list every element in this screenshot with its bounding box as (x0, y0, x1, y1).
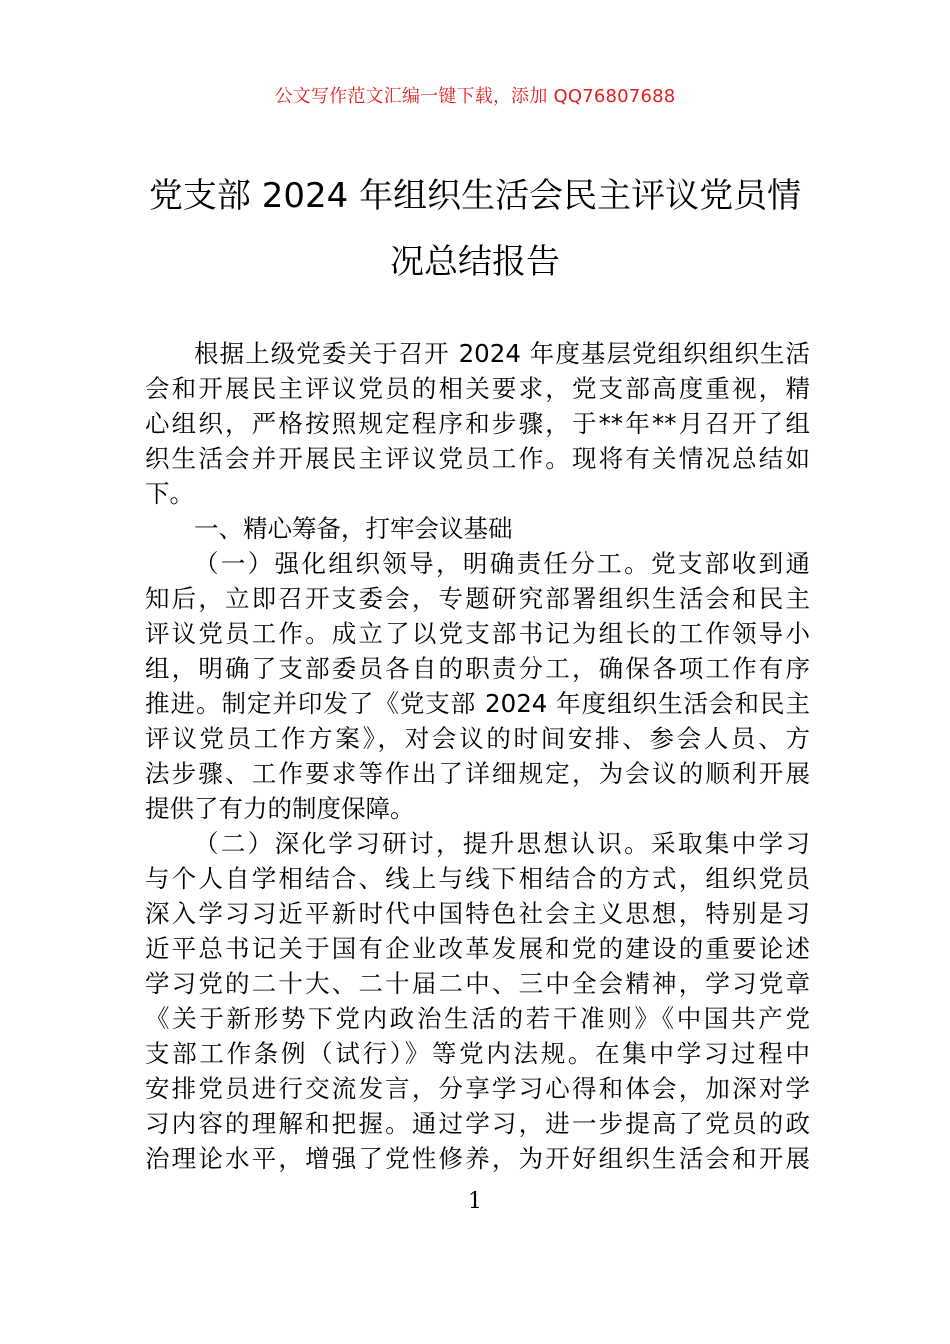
paragraph-3-line: 《关于新形势下党内政治生活的若干准则》《中国共产党 (145, 1004, 810, 1033)
paragraph-3-line: 治理论水平，增强了党性修养，为开好组织生活会和开展 (145, 1144, 810, 1173)
paragraph-3-line: 学习党的二十大、二十届二中、三中全会精神，学习党章 (145, 969, 810, 998)
paragraph-3-line: 近平总书记关于国有企业改革发展和党的建设的重要论述 (145, 934, 810, 963)
paragraph-3-line: 深入学习习近平新时代中国特色社会主义思想，特别是习 (145, 899, 810, 928)
paragraph-2-line: （一）强化组织领导，明确责任分工。党支部收到通 (194, 549, 810, 578)
paragraph-2-line: 提供了有力的制度保障。 (145, 794, 415, 823)
paragraph-1-line: 心组织，严格按照规定程序和步骤，于**年**月召开了组 (145, 409, 810, 438)
paragraph-3-line: 习内容的理解和把握。通过学习，进一步提高了党员的政 (145, 1109, 810, 1138)
paragraph-3-line: （二）深化学习研讨，提升思想认识。采取集中学习 (194, 829, 810, 858)
paragraph-2-line: 评议党员工作方案》，对会议的时间安排、参会人员、方 (145, 724, 810, 753)
paragraph-2-line: 组，明确了支部委员各自的职责分工，确保各项工作有序 (145, 654, 810, 683)
paragraph-1-line: 根据上级党委关于召开 2024 年度基层党组织组织生活 (194, 339, 810, 368)
paragraph-2-line: 评议党员工作。成立了以党支部书记为组长的工作领导小 (145, 619, 810, 648)
paragraph-3-line: 支部工作条例（试行）》等党内法规。在集中学习过程中 (145, 1039, 810, 1068)
paragraph-1-line: 下。 (145, 479, 194, 508)
document-title-line-2: 况总结报告 (390, 242, 560, 282)
document-body (145, 336, 810, 1176)
paragraph-1-line: 会和开展民主评议党员的相关要求，党支部高度重视，精 (145, 374, 810, 403)
paragraph-3-line: 安排党员进行交流发言，分享学习心得和体会，加深对学 (145, 1074, 810, 1103)
paragraph-2-line: 推进。制定并印发了《党支部 2024 年度组织生活会和民主 (145, 689, 810, 718)
document-title-line-1: 党支部 2024 年组织生活会民主评议党员情 (148, 176, 802, 216)
paragraph-3-line: 与个人自学相结合、线上与线下相结合的方式，组织党员 (145, 864, 810, 893)
paragraph-1-line: 织生活会并开展民主评议党员工作。现将有关情况总结如 (145, 444, 810, 473)
paragraph-2-line: 知后，立即召开支委会，专题研究部署组织生活会和民主 (145, 584, 810, 613)
page-number: 1 (468, 1189, 482, 1214)
section-heading-1: 一、精心筹备，打牢会议基础 (194, 514, 513, 543)
download-watermark: 公文写作范文汇编一键下载，添加 QQ76807688 (274, 86, 676, 107)
paragraph-2-line: 法步骤、工作要求等作出了详细规定，为会议的顺利开展 (145, 759, 810, 788)
